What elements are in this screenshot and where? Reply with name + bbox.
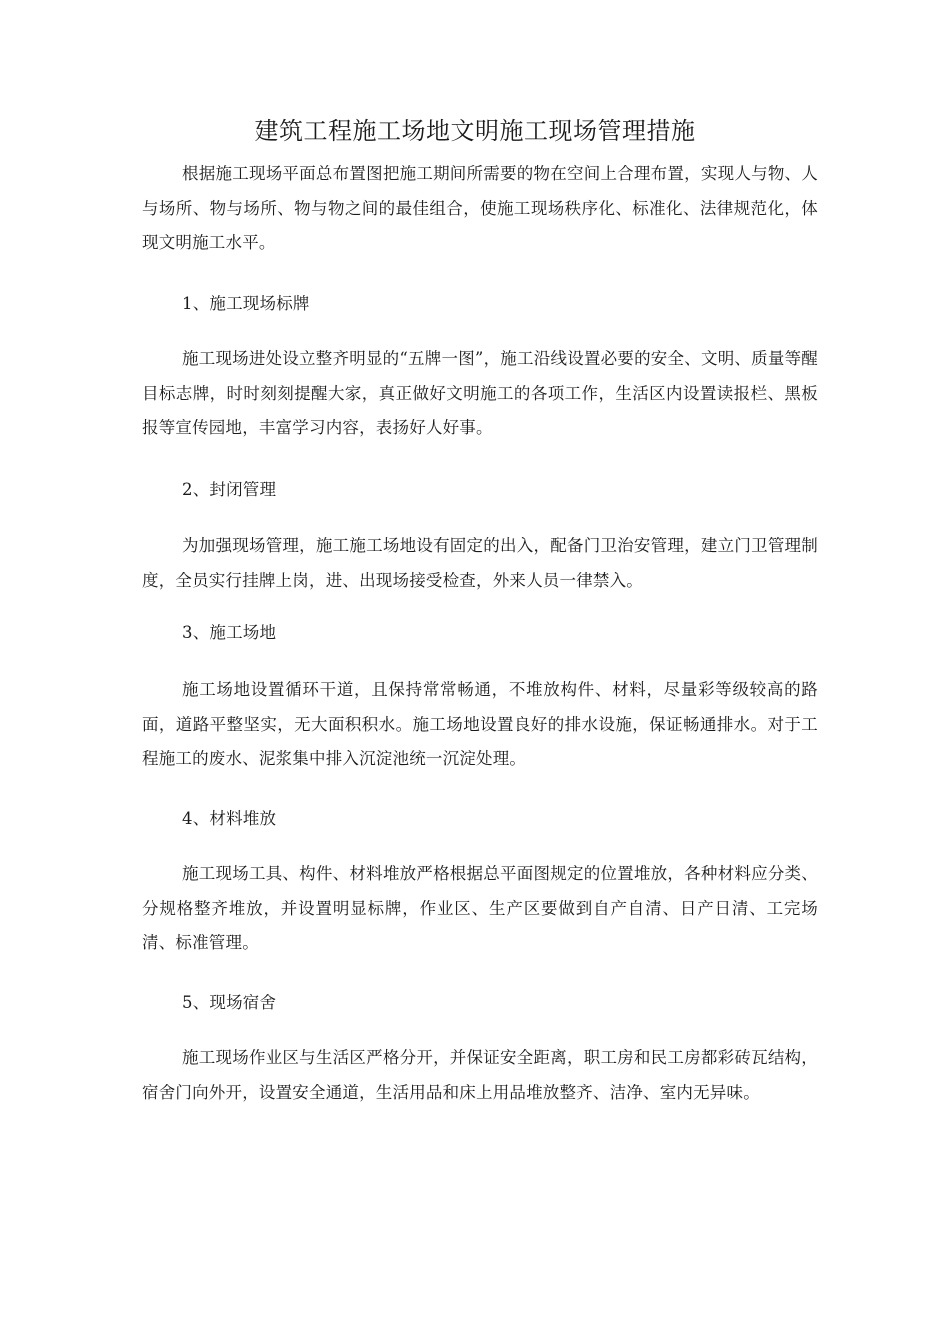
section-paragraph-closed-management: 为加强现场管理，施工施工场地设有固定的出入，配备门卫治安管理，建立门卫管理制度，全员实行挂牌上岗，进、出现场接受检查，外来人员一律禁入。	[142, 536, 818, 590]
document-title: 建筑工程施工场地文明施工现场管理措施	[254, 117, 696, 145]
section-paragraph-material-stacking: 施工现场工具、构件、材料堆放严格根据总平面图规定的位置堆放，各种材料应分类、分规格整齐堆放，并设置明显标牌，作业区、生产区要做到自产自清、日产日清、工完场清、标准管理。	[142, 864, 818, 952]
intro-paragraph: 根据施工现场平面总布置图把施工期间所需要的物在空间上合理布置，实现人与物、人与场所、物与场所、物与物之间的最佳组合，使施工现场秩序化、标准化、法律规范化，体现文明施工水平。	[142, 164, 818, 252]
section-heading-site: 3、施工场地	[182, 623, 277, 642]
section-heading-dormitory: 5、现场宿舍	[182, 993, 277, 1012]
section-paragraph-signboards: 施工现场进处设立整齐明显的“五牌一图”，施工沿线设置必要的安全、文明、质量等醒目标志牌，时时刻刻提醒大家，真正做好文明施工的各项工作，生活区内设置读报栏、黑板报等宣传园地，丰富学习内容，表扬好人好事。	[142, 349, 818, 437]
section-paragraph-dormitory: 施工现场作业区与生活区严格分开，并保证安全距离，职工房和民工房都彩砖瓦结构，宿舍门向外开，设置安全通道，生活用品和床上用品堆放整齐、洁净、室内无异味。	[142, 1048, 818, 1102]
section-paragraph-site: 施工场地设置循环干道，且保持常常畅通，不堆放构件、材料，尽量彩等级较高的路面，道路平整坚实，无大面积积水。施工场地设置良好的排水设施，保证畅通排水。对于工程施工的废水、泥浆集中排入沉淀池统一沉淀处理。	[142, 680, 818, 768]
section-heading-closed-management: 2、封闭管理	[182, 480, 277, 499]
section-heading-material-stacking: 4、材料堆放	[182, 809, 277, 828]
section-heading-signboards: 1、施工现场标牌	[182, 294, 310, 313]
